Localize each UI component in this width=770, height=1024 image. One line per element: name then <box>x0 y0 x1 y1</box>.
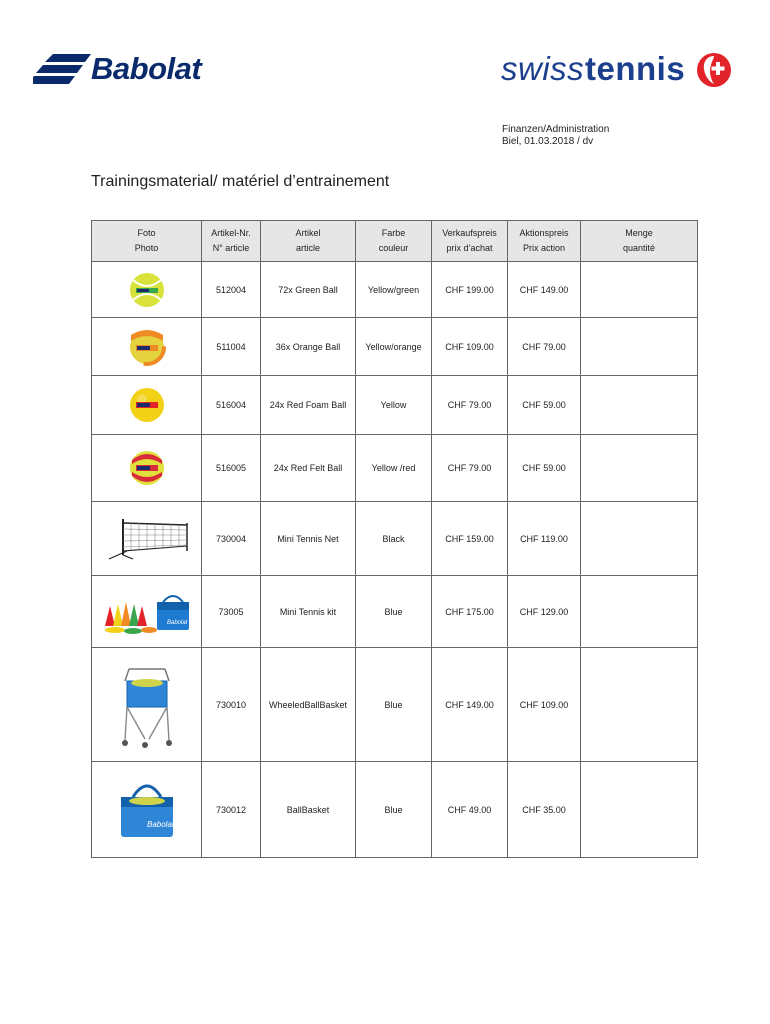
color-cell: Black <box>356 502 432 576</box>
article-number-cell: 73005 <box>202 576 261 648</box>
article-number-cell: 512004 <box>202 262 261 318</box>
promo-price-cell: CHF 59.00 <box>508 435 581 502</box>
red-ball-icon <box>127 448 167 488</box>
header-color-fr: couleur <box>378 243 409 253</box>
header-promo-price-fr: Prix action <box>522 243 566 253</box>
tennis-net-icon <box>103 513 191 565</box>
department-line: Finanzen/Administration <box>502 124 610 135</box>
promo-price-cell: CHF 59.00 <box>508 376 581 435</box>
header-photo-fr: Photo <box>134 243 159 253</box>
header-article-fr: article <box>295 243 320 253</box>
photo-cell <box>92 502 202 576</box>
article-number-cell: 511004 <box>202 318 261 376</box>
quantity-cell[interactable] <box>581 762 698 858</box>
header-article-number-fr: N° article <box>212 243 250 253</box>
header-promo-price-de: Aktionspreis <box>519 228 569 238</box>
table-header-row <box>92 221 698 262</box>
price-cell: CHF 79.00 <box>432 435 508 502</box>
quantity-cell[interactable] <box>581 376 698 435</box>
promo-price-cell: CHF 35.00 <box>508 762 581 858</box>
document-title: Trainingsmaterial/ matériel d’entrainement <box>91 173 390 190</box>
table-row <box>92 376 698 435</box>
color-cell: Yellow/orange <box>356 318 432 376</box>
photo-cell <box>92 376 202 435</box>
price-cell: CHF 79.00 <box>432 376 508 435</box>
table-row <box>92 435 698 502</box>
header-quantity <box>581 221 698 262</box>
header-price <box>432 221 508 262</box>
quantity-cell[interactable] <box>581 435 698 502</box>
color-cell: Blue <box>356 648 432 762</box>
photo-cell <box>92 318 202 376</box>
table-row <box>92 502 698 576</box>
promo-price-cell: CHF 119.00 <box>508 502 581 576</box>
header-photo <box>92 221 202 262</box>
article-number-cell: 516004 <box>202 376 261 435</box>
photo-cell <box>92 262 202 318</box>
promo-price-cell: CHF 149.00 <box>508 262 581 318</box>
article-number-cell: 516005 <box>202 435 261 502</box>
babolat-logo <box>33 50 243 90</box>
place-date-line: Biel, 01.03.2018 / dv <box>502 136 594 147</box>
swisstennis-wordmark-light: swiss <box>501 50 585 87</box>
green-ball-icon <box>127 270 167 310</box>
photo-cell <box>92 435 202 502</box>
photo-cell <box>92 762 202 858</box>
ball-basket-icon <box>111 775 183 845</box>
price-cell: CHF 49.00 <box>432 762 508 858</box>
header-article-number <box>202 221 261 262</box>
header-promo-price <box>508 221 581 262</box>
header-color-de: Farbe <box>381 228 406 238</box>
table-row <box>92 762 698 858</box>
header-color <box>356 221 432 262</box>
promo-price-cell: CHF 129.00 <box>508 576 581 648</box>
svg-text:Babolat: Babolat <box>166 619 187 626</box>
table-row <box>92 576 698 648</box>
tennis-kit-icon <box>101 588 193 636</box>
header-article <box>261 221 356 262</box>
table-row <box>92 648 698 762</box>
article-number-cell: 730012 <box>202 762 261 858</box>
color-cell: Yellow/green <box>356 262 432 318</box>
swisstennis-wordmark-bold: tennis <box>585 50 686 87</box>
article-number-cell: 730010 <box>202 648 261 762</box>
article-cell: 36x Orange Ball <box>261 318 356 376</box>
quantity-cell[interactable] <box>581 576 698 648</box>
price-cell: CHF 175.00 <box>432 576 508 648</box>
header-quantity-de: Menge <box>625 228 653 238</box>
svg-text:Babolat: Babolat <box>146 819 174 829</box>
promo-price-cell: CHF 109.00 <box>508 648 581 762</box>
price-table <box>91 220 698 858</box>
header-price-de: Verkaufspreis <box>442 228 497 238</box>
header-article-number-de: Artikel-Nr. <box>211 228 251 238</box>
babolat-wordmark: Babolat <box>91 51 202 86</box>
ball-cart-icon <box>115 659 179 751</box>
babolat-stripes-icon <box>33 54 91 88</box>
swiss-cross-emblem-icon <box>695 51 733 89</box>
photo-cell <box>92 648 202 762</box>
article-cell: Mini Tennis kit <box>261 576 356 648</box>
article-cell: WheeledBallBasket <box>261 648 356 762</box>
header-quantity-fr: quantité <box>622 243 656 253</box>
article-number-cell: 730004 <box>202 502 261 576</box>
photo-cell <box>92 576 202 648</box>
article-cell: 24x Red Felt Ball <box>261 435 356 502</box>
color-cell: Yellow <box>356 376 432 435</box>
quantity-cell[interactable] <box>581 262 698 318</box>
orange-ball-icon <box>127 327 167 367</box>
price-cell: CHF 159.00 <box>432 502 508 576</box>
document-meta <box>502 124 609 148</box>
article-cell: BallBasket <box>261 762 356 858</box>
header-photo-de: Foto <box>137 228 156 238</box>
header-price-fr: prix d’achat <box>446 243 493 253</box>
article-cell: Mini Tennis Net <box>261 502 356 576</box>
quantity-cell[interactable] <box>581 318 698 376</box>
article-cell: 24x Red Foam Ball <box>261 376 356 435</box>
color-cell: Blue <box>356 576 432 648</box>
price-cell: CHF 109.00 <box>432 318 508 376</box>
swisstennis-logo <box>498 50 738 90</box>
header-article-de: Artikel <box>295 228 321 238</box>
article-cell: 72x Green Ball <box>261 262 356 318</box>
foam-ball-icon <box>127 385 167 425</box>
color-cell: Yellow /red <box>356 435 432 502</box>
quantity-cell[interactable] <box>581 502 698 576</box>
promo-price-cell: CHF 79.00 <box>508 318 581 376</box>
price-cell: CHF 149.00 <box>432 648 508 762</box>
table-row <box>92 318 698 376</box>
quantity-cell[interactable] <box>581 648 698 762</box>
price-cell: CHF 199.00 <box>432 262 508 318</box>
color-cell: Blue <box>356 762 432 858</box>
table-row <box>92 262 698 318</box>
